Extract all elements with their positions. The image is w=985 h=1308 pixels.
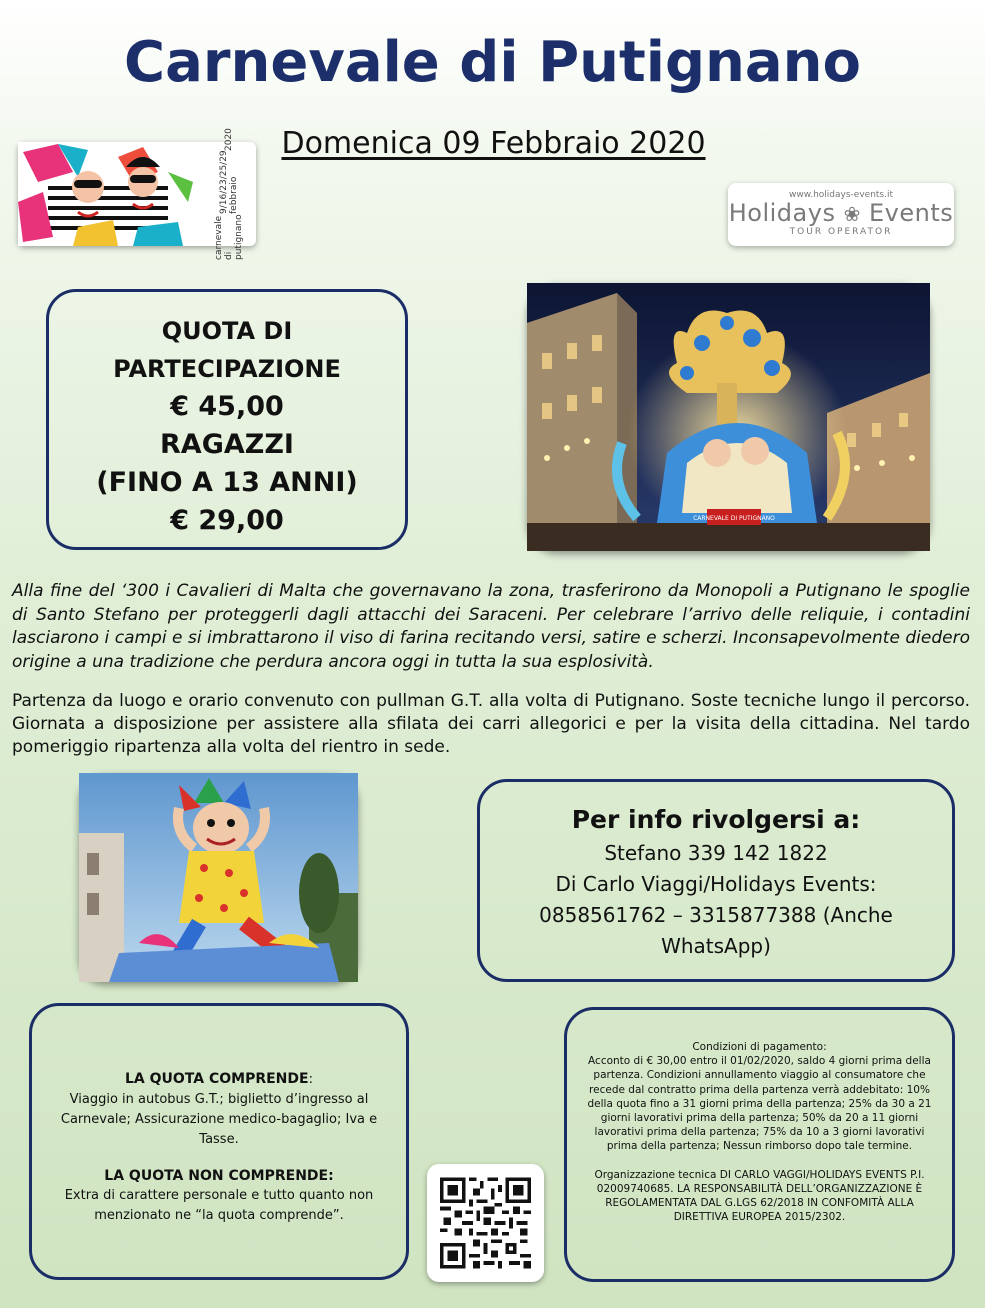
carnival-masks-illustration <box>18 142 218 246</box>
contact-title: Per info rivolgersi a: <box>571 805 861 834</box>
agency-name-right: Events <box>869 199 954 227</box>
qr-code-icon <box>440 1177 531 1269</box>
conditions-text: Acconto di € 30,00 entro il 01/02/2020, saldo 4 giorni prima della partenza. Condizioni annullamento viaggio al consumatore che recede dal contratto prima della partenza verrà addebitato: 10% della quota fino a 31 giorni prima della partenza; 25% da 30 a 21 giorni lavorativi prima della partenza; 50% da 20 a 11 giorni lavorativi prima della partenza; 75% da 10 a 3 giorni lavorativi prima della partenza; Nessun rimborso dopo tale termine. <box>587 1055 932 1153</box>
organization-text: Organizzazione tecnica DI CARLO VAGGI/HOLIDAYS EVENTS P.I. 02009740685. LA RESPONSABILITÀ DELL’ORGANIZZAZIONE È REGOLAMENTATA DAL G.LGS 62/2018 IN CONFOMITÀ ALLA DIRETTIVA EUROPEA 2015/2302. <box>594 1168 925 1224</box>
agency-tagline: TOUR OPERATOR <box>789 227 893 237</box>
agency-url: www.holidays-events.it <box>788 190 894 200</box>
poster-caption-dates: 9/16/23/25/29 febbraio <box>219 150 239 215</box>
quota-line3: RAGAZZI <box>160 429 294 460</box>
globe-icon: ❀ <box>843 202 861 226</box>
includes-box <box>29 1003 409 1280</box>
conditions-title: Condizioni di pagamento: <box>692 1041 827 1053</box>
carnival-night-photo <box>527 283 930 551</box>
history-paragraph: Alla fine del ‘300 i Cavalieri di Malta che governavano la zona, trasferirono da Monopoli a Putignano le spoglie di Santo Stefano per proteggerli dagli attacchi dei Saraceni. Per celebrare l’arrivo delle reliquie, i contadini lasciarono i campi e si imbrattarono il viso di farina recitando versi, satire e scherzi. Inconsapevolmente diedero origine a una tradizione che perdura ancora oggi in tutta la sua esplosività. <box>12 581 970 672</box>
not-includes-heading: LA QUOTA NON COMPRENDE: <box>104 1168 334 1184</box>
carnival-poster-logo <box>18 127 256 261</box>
contact-stefano: Stefano 339 142 1822 <box>604 841 828 865</box>
price-box <box>46 289 408 550</box>
quota-line1: QUOTA DI <box>161 317 293 345</box>
contact-phones: 0858561762 – 3315877388 (Anche <box>539 903 893 927</box>
contact-agency: Di Carlo Viaggi/Holidays Events: <box>555 872 877 896</box>
event-date: Domenica 09 Febbraio 2020 <box>281 126 706 161</box>
child-price: € 29,00 <box>170 505 284 536</box>
agency-name-left: Holidays <box>728 199 836 227</box>
holidays-events-logo <box>728 183 954 246</box>
includes-text: Viaggio in autobus G.T.; biglietto d’ingresso al Carnevale; Assicurazione medico-bagaglio; Iva e Tasse. <box>60 1092 378 1147</box>
poster-caption-year: 2020 <box>224 127 235 151</box>
page-title: Carnevale di Putignano <box>123 30 862 95</box>
poster-caption <box>210 127 250 261</box>
payment-conditions-box <box>564 1007 955 1282</box>
mask-float-illustration <box>79 773 358 982</box>
itinerary-paragraph: Partenza da luogo e orario convenuto con pullman G.T. alla volta di Putignano. Soste tecniche lungo il percorso. Giornata a disposizione per assistere alla sfilata dei carri allegorici e per la visita della cittadina. Nel tardo pomeriggio ripartenza alla volta del rientro in sede. <box>12 691 970 757</box>
contact-info-box <box>477 779 955 982</box>
carnival-mask-photo <box>79 773 358 982</box>
float-banner-text: CARNEVALE DI PUTIGNANO <box>693 515 775 522</box>
adult-price: € 45,00 <box>170 391 284 422</box>
agency-name <box>728 200 954 227</box>
quota-line4: (FINO A 13 ANNI) <box>96 467 358 498</box>
poster-caption-title: carnevale di putignano <box>214 214 244 261</box>
includes-heading-colon: : <box>308 1072 313 1087</box>
not-includes-text: Extra di carattere personale e tutto quanto non menzionato ne “la quota comprende”. <box>64 1188 374 1223</box>
qr-code[interactable] <box>427 1164 544 1282</box>
includes-heading: LA QUOTA COMPRENDE <box>125 1071 309 1087</box>
quota-line2: PARTECIPAZIONE <box>113 355 341 383</box>
contact-whatsapp: WhatsApp) <box>661 934 771 958</box>
night-float-illustration <box>527 283 930 551</box>
